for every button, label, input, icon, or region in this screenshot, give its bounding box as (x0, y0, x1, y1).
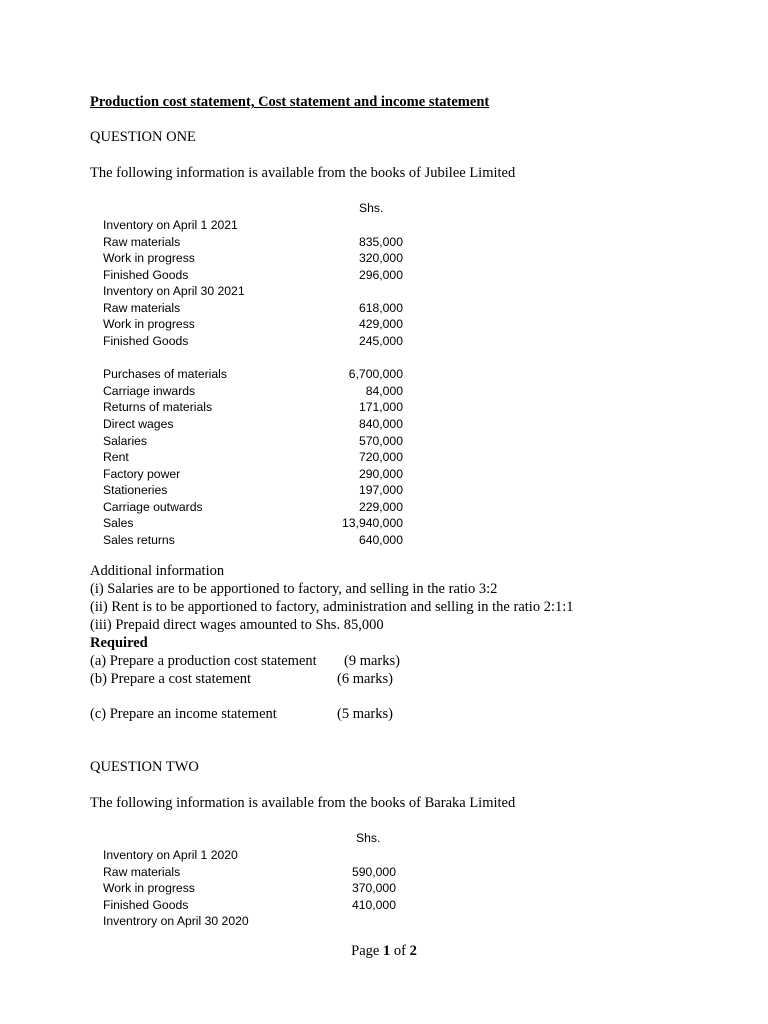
row-value: 84,000 (365, 383, 403, 398)
row-label: Salaries (103, 433, 148, 448)
row-label: Factory power (103, 466, 181, 481)
row-value: 6,700,000 (348, 367, 403, 382)
question-one-intro: The following information is available from the books of Jubilee Limited (90, 165, 516, 181)
table-row (103, 316, 413, 333)
required-text: (b) Prepare a cost statement (90, 671, 252, 687)
row-label: Raw materials (103, 300, 181, 315)
row-value: 835,000 (358, 234, 403, 249)
page-word: Page (351, 943, 380, 959)
table-row (103, 482, 413, 499)
required-text: (c) Prepare an income statement (90, 706, 277, 722)
required-marks: (6 marks) (337, 671, 393, 687)
required-item (90, 652, 574, 670)
additional-information (90, 562, 574, 723)
table-row (103, 880, 406, 897)
row-value: 296,000 (358, 267, 403, 282)
of-word: of (393, 943, 406, 959)
row-label: Carriage outwards (103, 499, 203, 514)
document-title: Production cost statement, Cost statement and income statement (90, 94, 490, 110)
table-row (103, 416, 413, 433)
table-row (103, 466, 413, 483)
table-row (103, 366, 413, 383)
row-value: 290,000 (358, 466, 403, 481)
row-label: Raw materials (103, 864, 181, 879)
row-label: Finished Goods (103, 897, 189, 912)
row-value: 229,000 (358, 499, 403, 514)
row-value: 370,000 (351, 881, 396, 896)
table-row (103, 499, 413, 516)
row-value: 720,000 (358, 450, 403, 465)
table-row (103, 250, 413, 267)
required-marks: (9 marks) (344, 653, 400, 669)
additional-item: (ii) Rent is to be apportioned to factory, administration and selling in the ratio 2:1:1 (90, 599, 574, 615)
row-value: 570,000 (358, 433, 403, 448)
table-row (103, 333, 413, 350)
row-value: 197,000 (358, 483, 403, 498)
currency-header: Shs. (356, 831, 381, 845)
table-row (103, 283, 413, 300)
row-label: Work in progress (103, 317, 195, 332)
row-value: 590,000 (351, 864, 396, 879)
required-text: (a) Prepare a production cost statement (90, 653, 317, 669)
row-label: Sales (103, 516, 134, 531)
required-item (90, 670, 574, 688)
required-marks: (5 marks) (337, 706, 393, 722)
table-row (103, 383, 413, 400)
question-two-intro: The following information is available from the books of Baraka Limited (90, 795, 516, 811)
row-label: Carriage inwards (103, 383, 196, 398)
row-label: Stationeries (103, 483, 168, 498)
table-row (103, 532, 413, 549)
row-label: Work in progress (103, 251, 195, 266)
row-label: Finished Goods (103, 333, 189, 348)
table-row (103, 864, 406, 881)
row-label: Inventory on April 1 2020 (103, 848, 238, 862)
required-item (90, 705, 574, 723)
row-value: 840,000 (358, 417, 403, 432)
row-label: Rent (103, 450, 129, 465)
page-total: 2 (409, 943, 417, 959)
table-row (103, 217, 413, 234)
row-label: Inventory on April 1 2021 (103, 218, 238, 232)
row-label: Purchases of materials (103, 367, 227, 382)
table-row (103, 267, 413, 284)
table-row (103, 515, 413, 532)
page-footer (0, 943, 768, 960)
row-value: 171,000 (358, 400, 403, 415)
q1-inventory-table (103, 217, 413, 548)
table-row (103, 433, 413, 450)
row-value: 13,940,000 (342, 516, 403, 531)
table-row (103, 234, 413, 251)
table-row (103, 847, 406, 864)
currency-header: Shs. (359, 201, 384, 215)
question-one-heading: QUESTION ONE (90, 129, 196, 145)
row-value: 640,000 (358, 532, 403, 547)
table-row (103, 897, 406, 914)
row-label: Raw materials (103, 234, 181, 249)
row-value: 245,000 (358, 333, 403, 348)
row-label: Direct wages (103, 417, 174, 432)
table-row (103, 300, 413, 317)
required-label: Required (90, 635, 148, 651)
table-row (103, 399, 413, 416)
row-label: Sales returns (103, 532, 175, 547)
question-two-heading: QUESTION TWO (90, 759, 199, 775)
additional-item: (iii) Prepaid direct wages amounted to Shs. 85,000 (90, 617, 384, 633)
table-row (103, 449, 413, 466)
additional-heading: Additional information (90, 563, 225, 579)
row-value: 320,000 (358, 251, 403, 266)
row-value: 410,000 (351, 897, 396, 912)
row-value: 429,000 (358, 317, 403, 332)
row-label: Work in progress (103, 881, 195, 896)
row-label: Inventrory on April 30 2020 (103, 914, 249, 929)
q2-inventory-table (103, 847, 406, 930)
row-label: Returns of materials (103, 400, 213, 415)
page-number: 1 (382, 943, 391, 959)
row-label: Finished Goods (103, 267, 189, 282)
table-row (103, 913, 406, 930)
row-value: 618,000 (358, 300, 403, 315)
additional-item: (i) Salaries are to be apportioned to factory, and selling in the ratio 3:2 (90, 581, 498, 597)
row-label: Inventory on April 30 2021 (103, 284, 245, 299)
